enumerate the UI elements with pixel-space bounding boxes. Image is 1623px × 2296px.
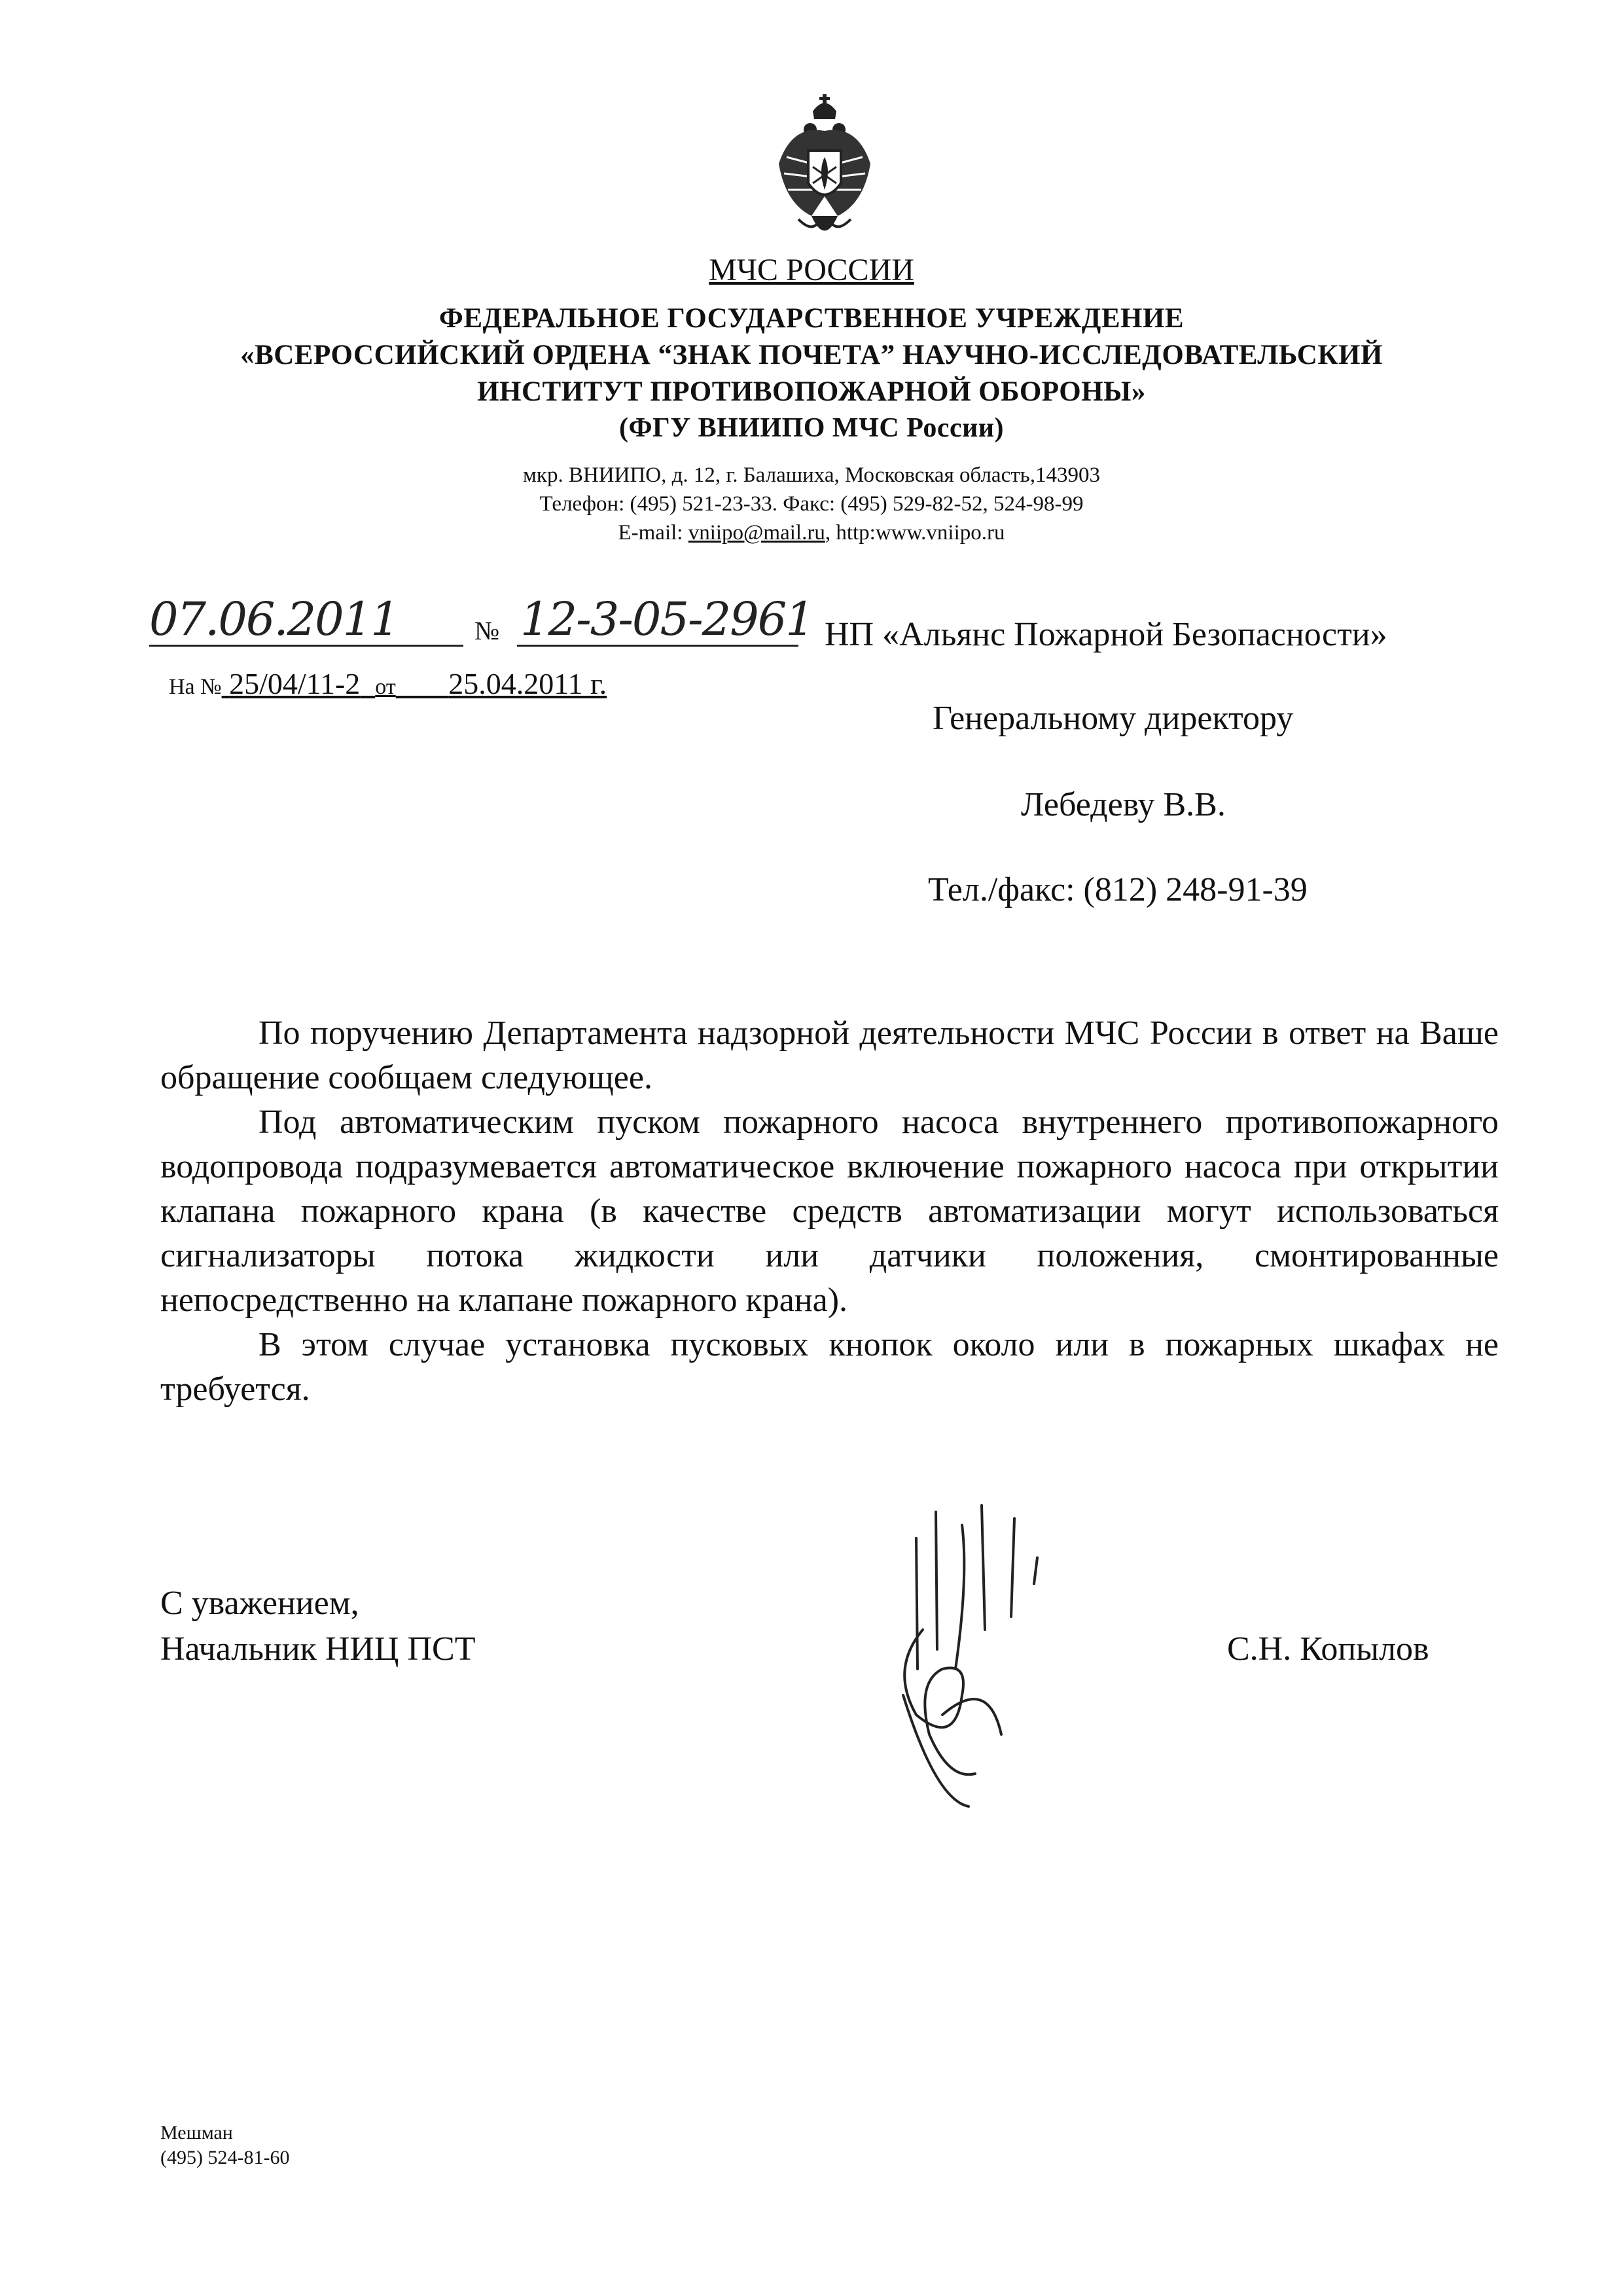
email-label: E-mail:	[618, 521, 688, 545]
ref-number: 25/04/11-2	[229, 667, 361, 700]
executor-phone: (495) 524-81-60	[160, 2147, 290, 2168]
number-sign: №	[474, 616, 500, 645]
mchs-coat-of-arms-icon	[772, 92, 877, 245]
org-name-line-1: ФЕДЕРАЛЬНОЕ ГОСУДАРСТВЕННОЕ УЧРЕЖДЕНИЕ	[438, 303, 1185, 334]
ministry-name: МЧС РОССИИ	[709, 253, 914, 287]
website-text: , http:www.vniipo.ru	[825, 521, 1005, 545]
org-name-line-4: (ФГУ ВНИИПО МЧС России)	[618, 413, 1005, 443]
outgoing-date-line	[149, 645, 463, 647]
outgoing-number-line	[517, 645, 798, 647]
signer-name: С.Н. Копылов	[1227, 1630, 1429, 1668]
executor-name: Мешман	[160, 2122, 233, 2144]
recipient-phone: Тел./факс: (812) 248-91-39	[928, 871, 1308, 908]
closing-regards: С уважением,	[160, 1585, 359, 1622]
org-phone-fax: Телефон: (495) 521-23-33. Факс: (495) 529-82-52, 524-98-99	[539, 492, 1084, 516]
org-contacts	[0, 521, 1623, 545]
ref-from: от	[375, 675, 396, 699]
recipient-org: НП «Альянс Пожарной Безопасности»	[825, 616, 1387, 653]
outgoing-number-handwritten: 12-3-05-2961	[520, 592, 813, 646]
ref-date: 25.04.2011 г.	[448, 667, 607, 700]
outgoing-date-handwritten: 07.06.2011	[149, 592, 399, 646]
signer-title: Начальник НИЦ ПСТ	[160, 1630, 476, 1668]
body-paragraph-1: По поручению Департамента надзорной деятельности МЧС России в ответ на Ваше обращение сообщаем следующее.	[160, 1014, 1499, 1096]
body-paragraph-2: Под автоматическим пуском пожарного насоса внутреннего противопожарного водопровода подразумевается автоматическое включение пожарного насоса при открытии клапана пожарного крана (в качестве средств автоматизации могут использоваться сигнализаторы потока жидкости или датчики положения, смонтированные непосредственно на клапане пожарного крана).	[160, 1103, 1499, 1319]
reference-line	[169, 666, 607, 701]
email-link[interactable]: vniipo@mail.ru	[688, 521, 825, 545]
org-address: мкр. ВНИИПО, д. 12, г. Балашиха, Московская область,143903	[523, 463, 1100, 487]
org-name-line-3: ИНСТИТУТ ПРОТИВОПОЖАРНОЙ ОБОРОНЫ»	[477, 376, 1146, 407]
body-paragraph-3: В этом случае установка пусковых кнопок около или в пожарных шкафах не требуется.	[160, 1326, 1499, 1408]
recipient-name: Лебедеву В.В.	[1021, 786, 1226, 823]
recipient-position: Генеральному директору	[933, 700, 1294, 737]
letter-body	[160, 1011, 1499, 1412]
ref-prefix: На №	[169, 675, 222, 699]
org-name-line-2: «ВСЕРОССИЙСКИЙ ОРДЕНА “ЗНАК ПОЧЕТА” НАУЧНО-ИССЛЕДОВАТЕЛЬСКИЙ	[240, 340, 1383, 370]
handwritten-signature	[877, 1499, 1073, 1826]
